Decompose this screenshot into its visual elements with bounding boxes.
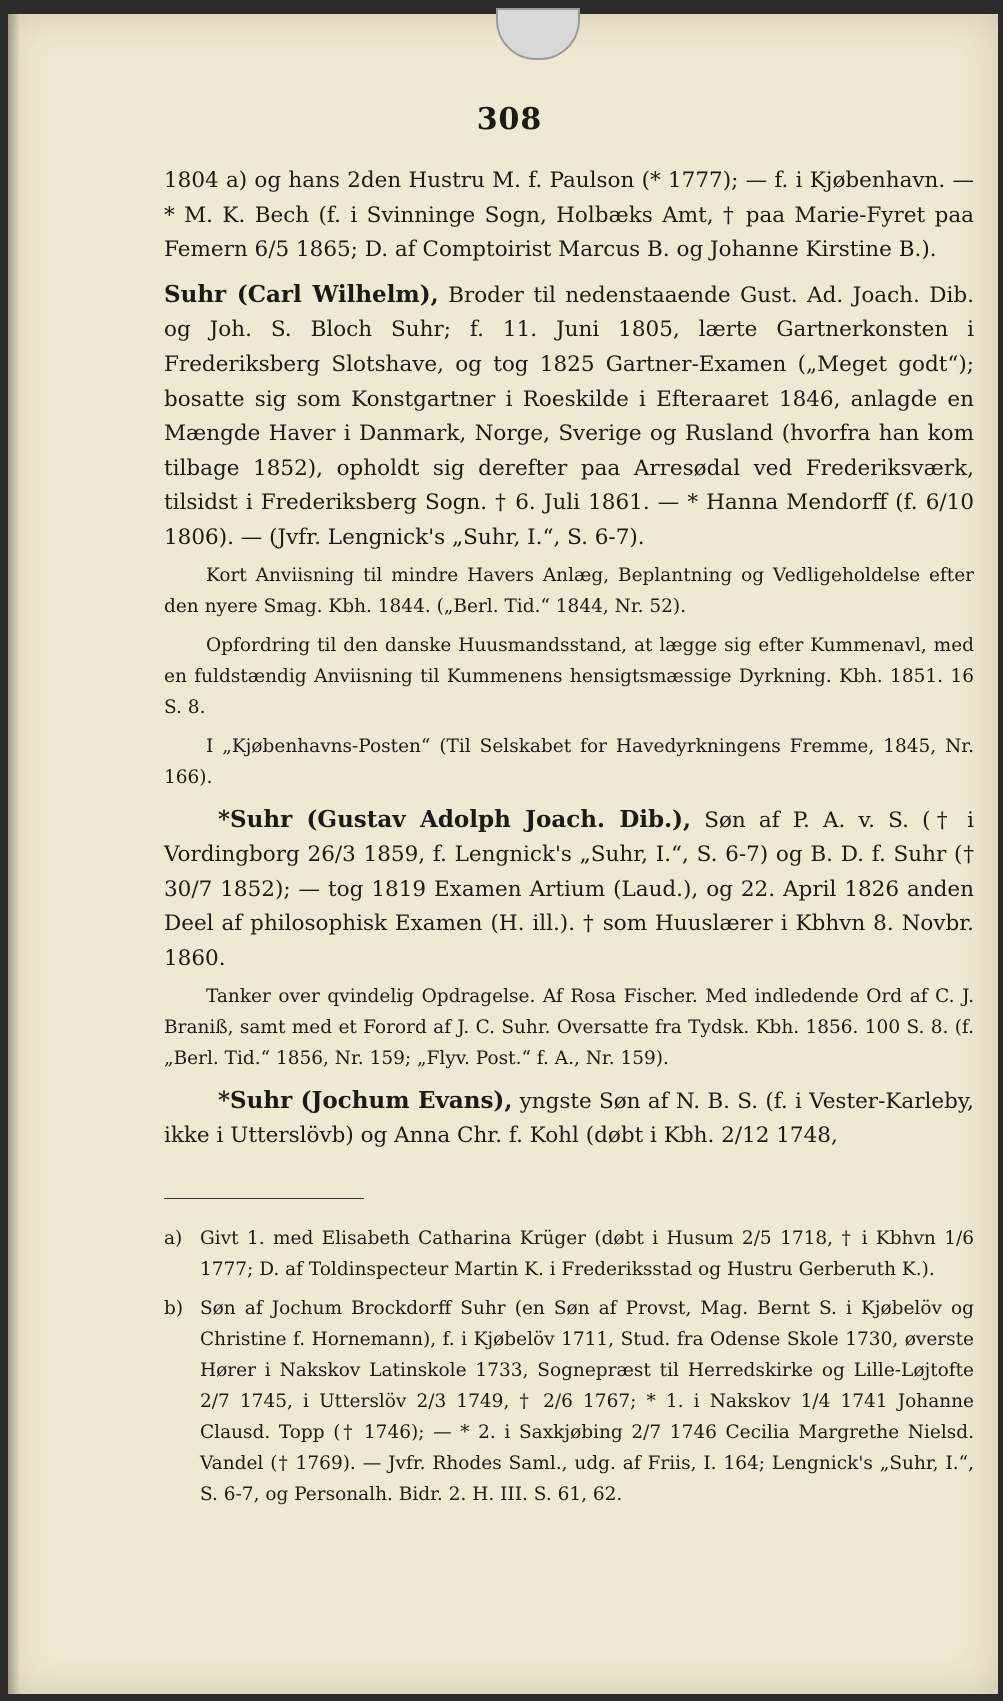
footnotes [164, 1223, 974, 1510]
page-number: 308 [476, 102, 543, 137]
footnote-mark: a) [164, 1227, 183, 1249]
entry-heading: *Suhr (Jochum Evans), [218, 1086, 513, 1114]
entry-suhr-gustav-adolph [164, 803, 974, 977]
footnote-a [164, 1223, 974, 1285]
page-gutter-shadow [8, 14, 20, 1694]
work-listing: Kort Anviisning til mindre Havers Anlæg, Beplantning og Vedligeholdelse efter den nyere Smag. Kbh. 1844. („Berl. Tid.“ 1844, Nr. 52). [164, 564, 974, 617]
footnote-mark: b) [164, 1297, 184, 1319]
entry-suhr-carl-wilhelm [164, 278, 974, 556]
footnote-b [164, 1293, 974, 1510]
entry-body: Søn af P. A. v. S. († i Vordingborg 26/3 1859, f. Lengnick's „Suhr, I.“, S. 6-7) og B. D. f. Suhr († 30/7 1852); — tog 1819 Examen Artium (Laud.), og 22. April 1826 anden Deel af philosophisk Examen (H. ill.). † som Huuslærer i Kbhvn 8. Novbr. 1860. [164, 807, 974, 971]
entry-heading: *Suhr (Gustav Adolph Joach. Dib.), [218, 805, 692, 833]
footnote-text: Givt 1. med Elisabeth Catharina Krüger (døbt i Husum 2/5 1718, † i Kbhvn 1/6 1777; D. af Toldinspecteur Martin K. i Frederiksstad og Hustru Gerberuth K.). [200, 1227, 974, 1280]
main-text [164, 164, 974, 1518]
binder-clip [496, 8, 580, 60]
paragraph-continuation: 1804 a) og hans 2den Hustru M. f. Paulson (* 1777); — f. i Kjøbenhavn. — * M. K. Bech (f. i Svinninge Sogn, Holbæks Amt, † paa Marie-Fyret paa Femern 6/5 1865; D. af Comptoirist Marcus B. og Johanne Kirstine B.). [164, 168, 974, 263]
entry-suhr-jochum-evans [164, 1084, 974, 1154]
footnote-text: Søn af Jochum Brockdorff Suhr (en Søn af Provst, Mag. Bernt S. i Kjøbelöv og Christine f. Hornemann), f. i Kjøbelöv 1711, Stud. fra Odense Skole 1730, øverste Hører i Nakskov Latinskole 1733, Sognepræst til Herredskirke og Lille-Løjtofte 2/7 1745, i Utterslöv 2/3 1749, † 2/6 1767; * 1. i Nakskov 1/4 1741 Johanne Clausd. Topp († 1746); — * 2. i Saxkjøbing 2/7 1746 Cecilia Margrethe Nielsd. Vandel († 1769). — Jvfr. Rhodes Saml., udg. af Friis, I. 164; Lengnick's „Suhr, I.“, S. 6-7, og Personalh. Bidr. 2. H. III. S. 61, 62. [200, 1297, 974, 1505]
work-listing: I „Kjøbenhavns-Posten“ (Til Selskabet for Havedyrkningens Fremme, 1845, Nr. 166). [164, 735, 974, 788]
book-page [8, 14, 998, 1694]
entry-body: yngste Søn af N. B. S. (f. i Vester-Karleby, ikke i Utterslövb) og Anna Chr. f. Kohl (døbt i Kbh. 2/12 1748, [164, 1088, 974, 1149]
footnote-divider [164, 1198, 364, 1199]
work-listing: Tanker over qvindelig Opdragelse. Af Rosa Fischer. Med indledende Ord af C. J. Braniß, samt med et Forord af J. C. Suhr. Oversatte fra Tydsk. Kbh. 1856. 100 S. 8. (f. „Berl. Tid.“ 1856, Nr. 159; „Flyv. Post.“ f. A., Nr. 159). [164, 985, 974, 1069]
entry-body: Broder til nedenstaaende Gust. Ad. Joach. Dib. og Joh. S. Bloch Suhr; f. 11. Juni 1805, lærte Gartnerkonsten i Frederiksberg Slotshave, og tog 1825 Gartner-Examen („Meget godt“); bosatte sig som Konstgartner i Roeskilde i Efteraaret 1846, anlagde en Mængde Haver i Danmark, Norge, Sverige og Rusland (hvorfra han kom tilbage 1852), opholdt sig derefter paa Arresødal ved Frederiksværk, tilsidst i Frederiksberg Sogn. † 6. Juli 1861. — * Hanna Mendorff (f. 6/10 1806). — (Jvfr. Lengnick's „Suhr, I.“, S. 6-7). [164, 282, 974, 550]
entry-heading: Suhr (Carl Wilhelm), [164, 280, 439, 308]
work-listing: Opfordring til den danske Huusmandsstand, at lægge sig efter Kummenavl, med en fuldstændig Anviisning til Kummenens hensigtsmæssige Dyrkning. Kbh. 1851. 16 S. 8. [164, 634, 974, 718]
